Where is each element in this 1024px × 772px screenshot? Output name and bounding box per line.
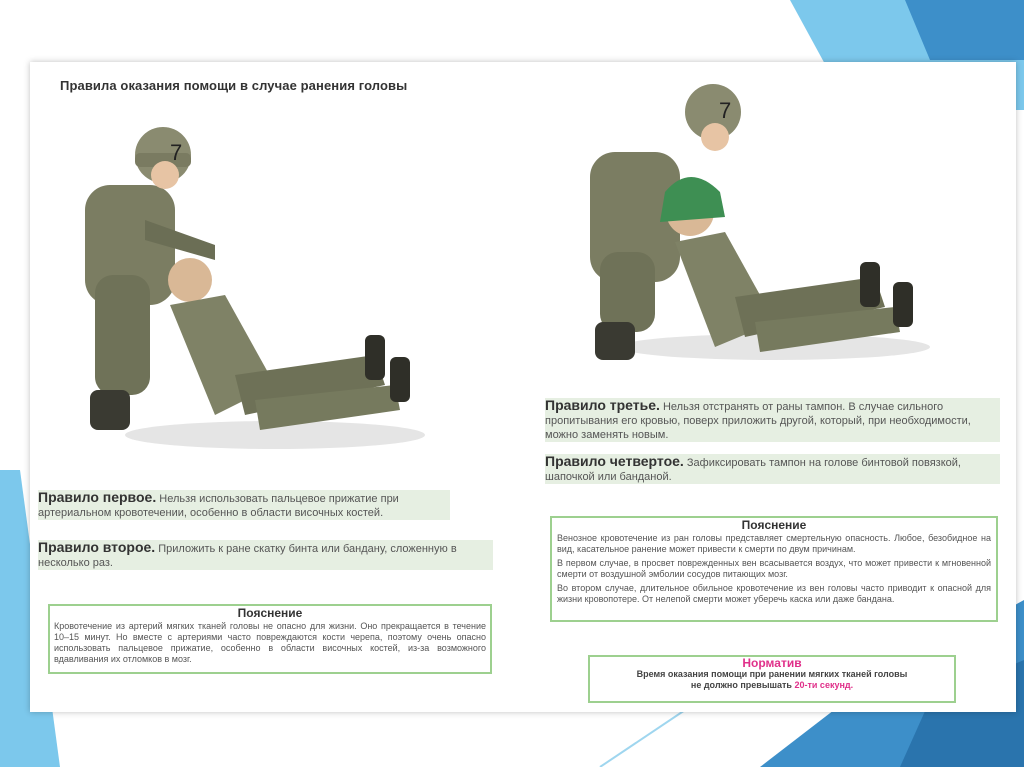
rule-text: Приложить к ране скатку бинта или бандану, сложенную в несколько раз. (38, 543, 457, 569)
rule-heading: Правило первое. (38, 489, 157, 505)
box-heading: Пояснение (741, 518, 807, 532)
box-paragraph: Во втором случае, длительное обильное кровотечение из вен головы часто приводит к опасной для жизни кровопотере. От нелепой смерти может уберечь каска или даже бандана. (557, 583, 991, 604)
page-title: Правила оказания помощи в случае ранения головы (60, 78, 408, 93)
normative-line-2 (590, 680, 954, 691)
box-paragraph: Венозное кровотечение из ран головы представляет смертельную опасность. Любое, безобидное на вид, касательное ранение может привести к смерти по двум причинам. (557, 533, 991, 554)
rule-3 (545, 398, 1000, 442)
rule-text: Нельзя отстранять от раны тампон. В случае сильного пропитывания его кровью, поверх приложить другой, который, при необходимости, можно заменять новым. (545, 401, 971, 441)
wounded-soldier (168, 258, 410, 430)
helmet-number: 7 (719, 98, 732, 123)
box-heading: Пояснение (237, 606, 303, 620)
rule-1 (38, 490, 450, 520)
normative-box (588, 655, 956, 703)
normative-heading: Норматив (742, 656, 802, 670)
illustration-right (575, 82, 935, 382)
rule-2 (38, 540, 493, 570)
illustration-left (75, 125, 425, 465)
normative-line-1: Время оказания помощи при ранении мягких тканей головы (636, 669, 908, 679)
normative-prefix: не должно превышать (690, 680, 792, 690)
wounded-soldier (660, 177, 913, 352)
rule-heading: Правило третье. (545, 397, 660, 413)
helmet-number: 7 (170, 140, 183, 165)
rule-heading: Правило четвертое. (545, 453, 684, 469)
explanation-box-right (550, 516, 998, 622)
rule-4 (545, 454, 1000, 484)
rule-text: Зафиксировать тампон на голове бинтовой повязкой, шапочкой или банданой. (545, 457, 961, 483)
box-text: Кровотечение из артерий мягких тканей головы не опасно для жизни. Оно прекращается в течение 10–15 минут. Но вместе с артериями часто повреждаются кости черепа, поэтому очень опасно использовать пальцевое прижатие, особенно в области височных костей, из-за возможного вдавливания их отломков в мозг. (54, 621, 486, 664)
box-paragraph: В первом случае, в просвет поврежденных вен всасывается воздух, что может привести к мгновенной смерти от воздушной эмболии сосудов питающих мозг. (557, 558, 991, 579)
normative-value: 20-ти секунд. (794, 680, 854, 690)
explanation-box-left (48, 604, 492, 674)
rule-text: Нельзя использовать пальцевое прижатие при артериальном кровотечении, особенно в области височных костей. (38, 493, 399, 519)
rule-heading: Правило второе. (38, 539, 156, 555)
